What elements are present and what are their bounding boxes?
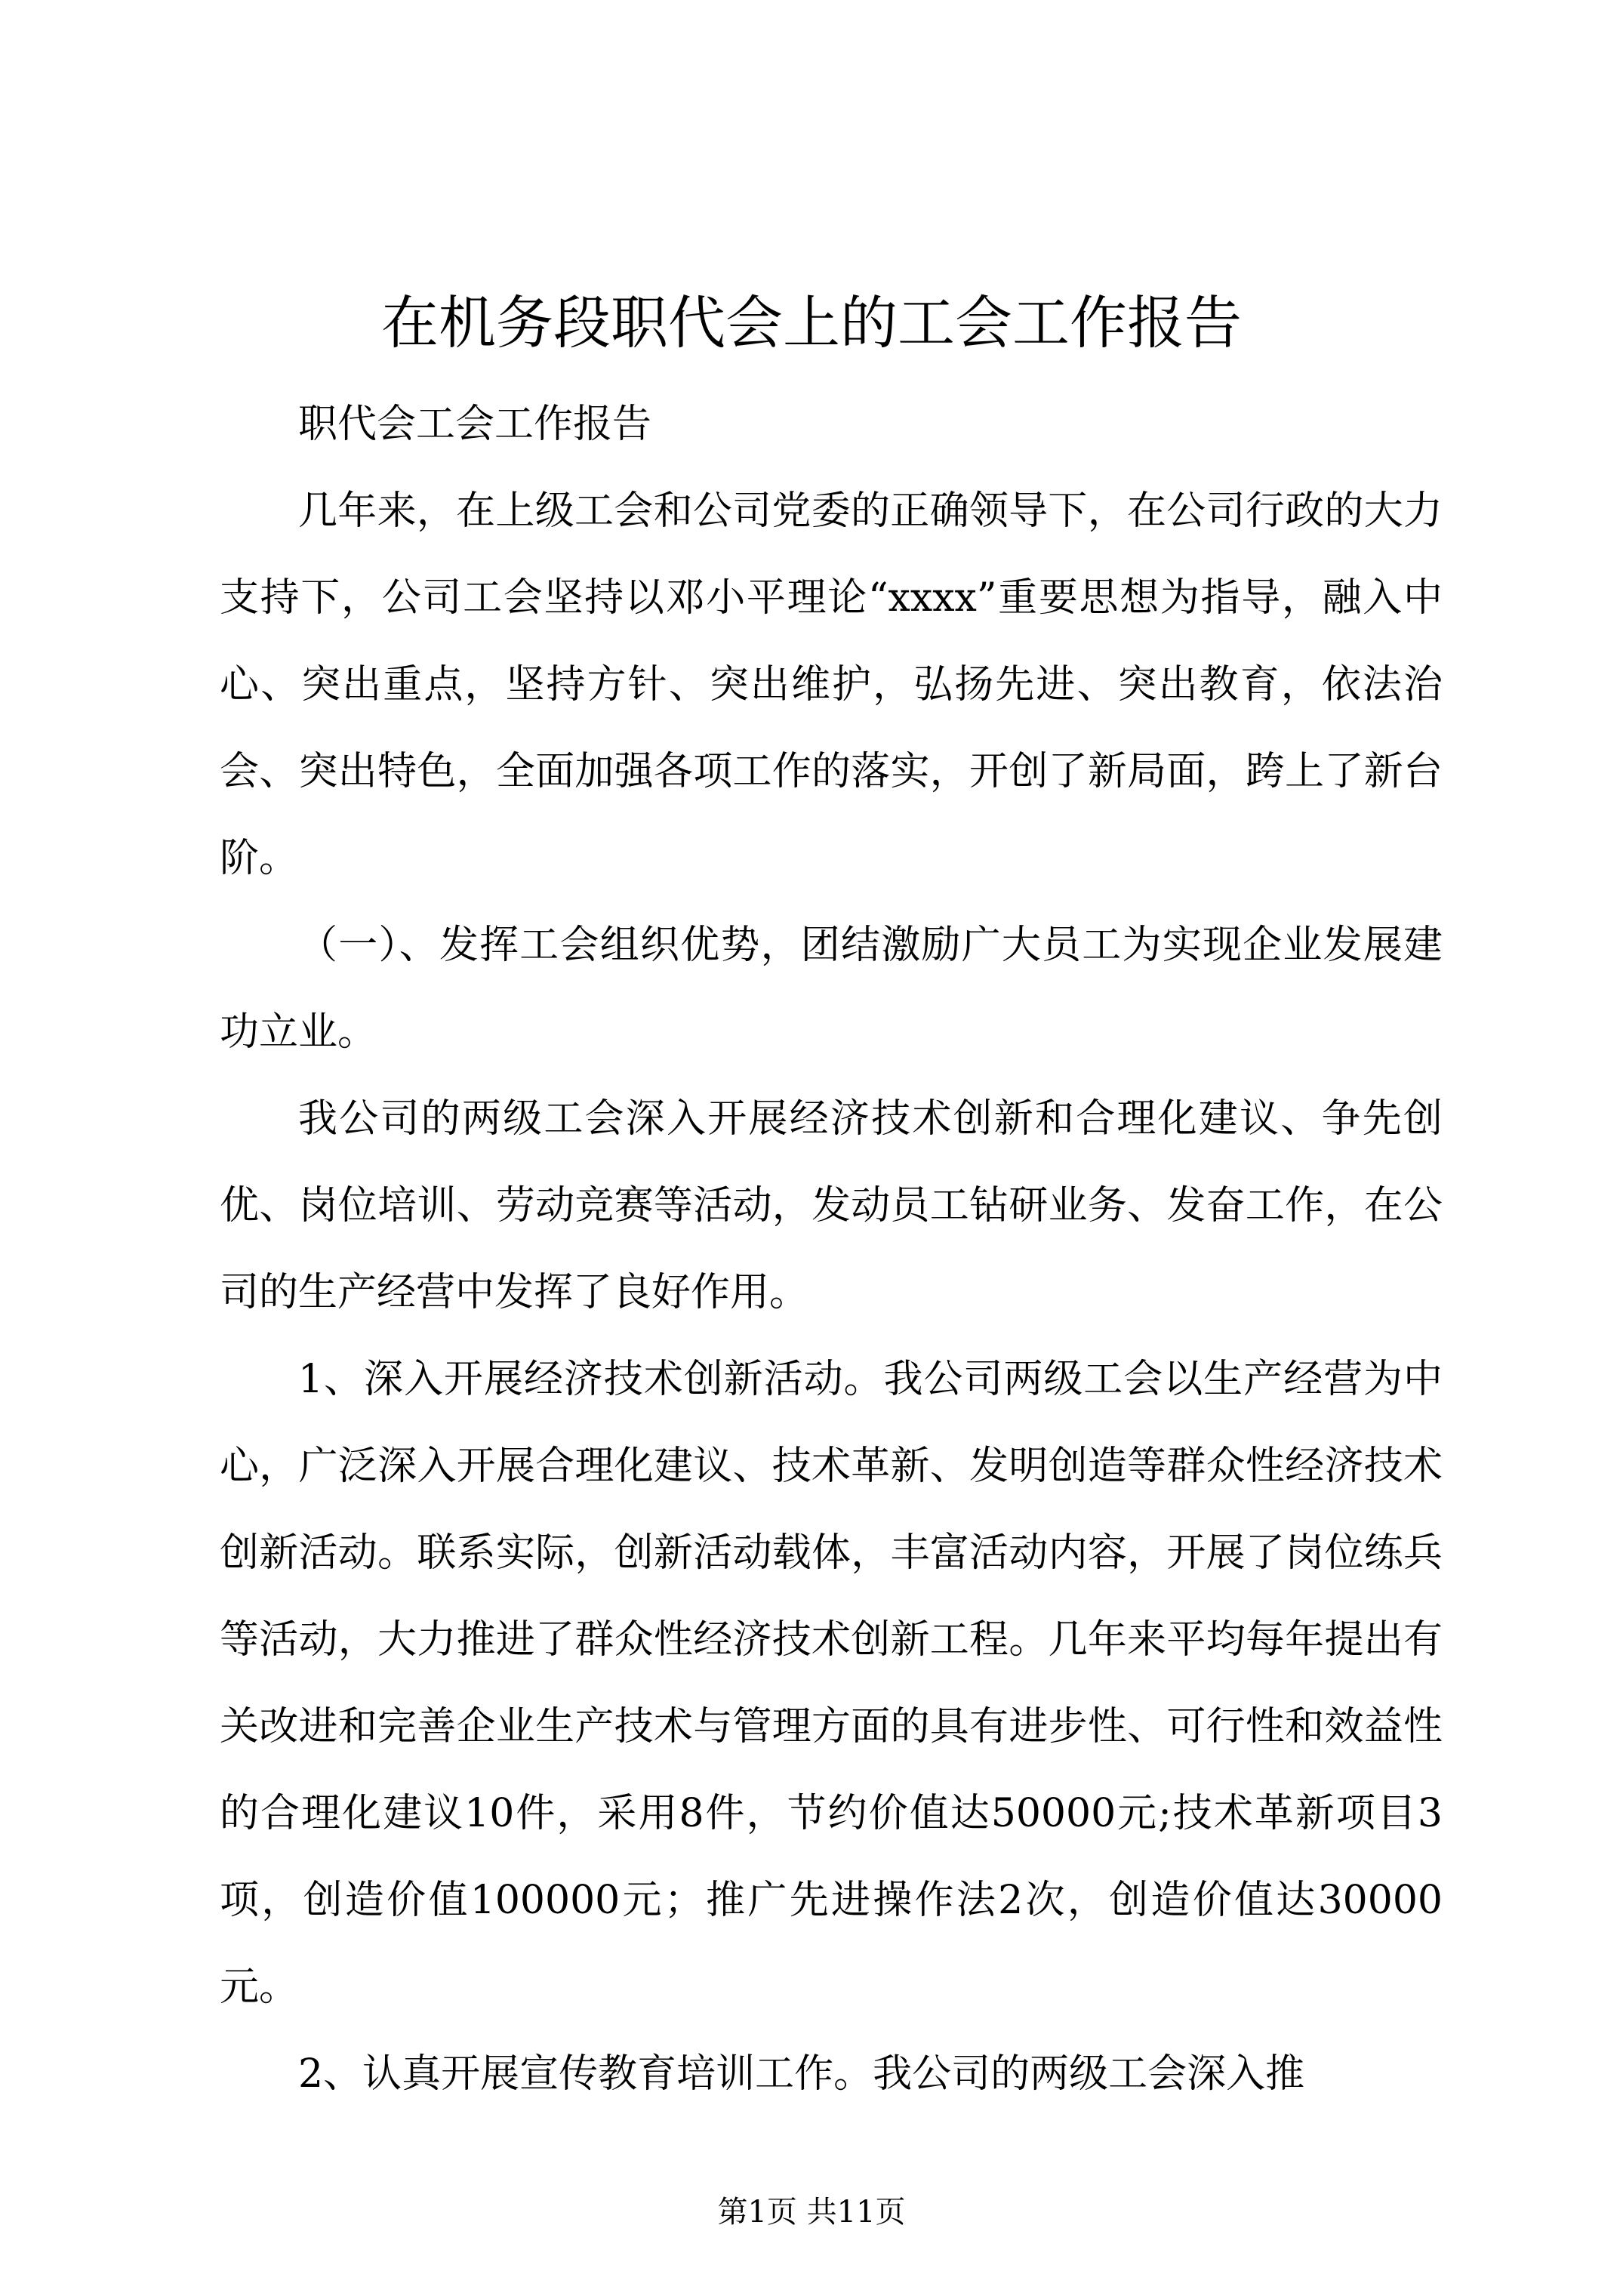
document-subtitle: 职代会工会工作报告 (298, 402, 652, 447)
document-body (220, 381, 1443, 2118)
paragraph-item-1: 1、深入开展经济技术创新活动。我公司两级工会以生产经营为中心，广泛深入开展合理化建议、技术革新、发明创造等群众性经济技术创新活动。联系实际，创新活动载体，丰富活动内容，开展了岗位练兵等活动，大力推进了群众性经济技术创新工程。几年来平均每年提出有关改进和完善企业生产技术与管理方面的具有进步性、可行性和效益性的合理化建议10件，采用8件，节约价值达50000元;技术革新项目3项，创造价值100000元；推广先进操作法2次，创造价值达30000元。 (220, 1357, 1443, 2010)
paragraph-intro: 几年来，在上级工会和公司党委的正确领导下，在公司行政的大力支持下，公司工会坚持以邓小平理论“xxxx”重要思想为指导，融入中心、突出重点，坚持方针、突出维护，弘扬先进、突出教育，依法治会、突出特色，全面加强各项工作的落实，开创了新局面，跨上了新台阶。 (220, 488, 1443, 881)
section-heading-1: （一）、发挥工会组织优势，团结激励广大员工为实现企业发展建功立业。 (220, 923, 1443, 1055)
document-title: 在机务段职代会上的工会工作报告 (381, 289, 1242, 356)
page-footer: 第1页 共11页 (717, 2195, 906, 2230)
paragraph-item-2: 2、认真开展宣传教育培训工作。我公司的两级工会深入推 (298, 2051, 1305, 2097)
paragraph-section-1: 我公司的两级工会深入开展经济技术创新和合理化建议、争先创优、岗位培训、劳动竞赛等活动，发动员工钻研业务、发奋工作，在公司的生产经营中发挥了良好作用。 (220, 1096, 1443, 1315)
